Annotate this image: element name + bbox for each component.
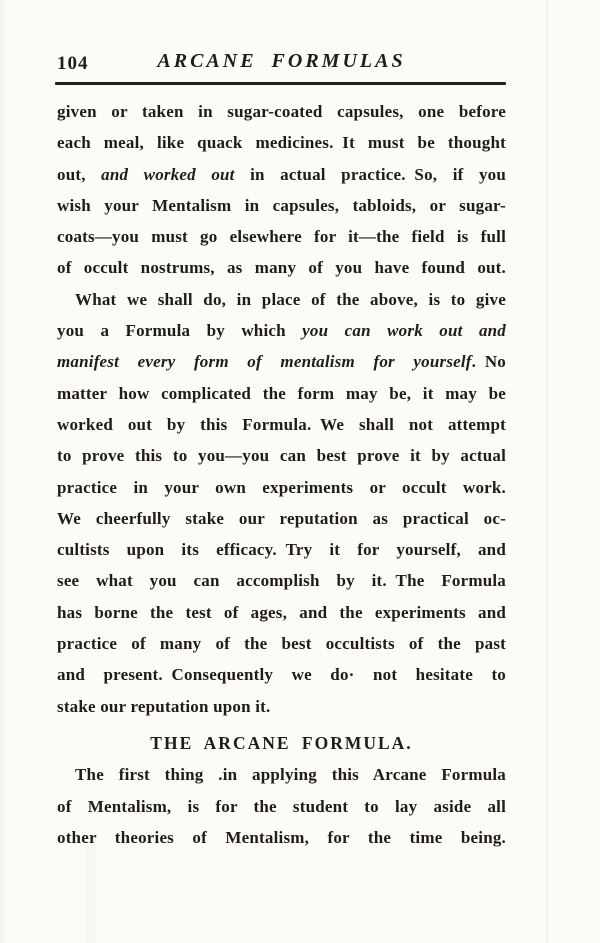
text-segment: worked out by this Formula. We shall not attempt bbox=[57, 414, 506, 434]
text-segment: practice of many of the best occultists of the past bbox=[57, 634, 506, 654]
text-segment: you can work out and bbox=[302, 321, 506, 341]
text-segment: manifest every form of mentalism for yourself bbox=[57, 352, 472, 372]
header-divider-rule bbox=[55, 82, 506, 85]
text-segment: each meal, like quack medicines. It must be thought bbox=[57, 133, 506, 153]
text-segment: practice in your own experiments or occult work. bbox=[57, 477, 506, 497]
text-line bbox=[57, 659, 506, 690]
section-heading bbox=[57, 728, 506, 759]
running-header bbox=[57, 50, 506, 76]
text-segment: see what you can accomplish by it. The Formula bbox=[57, 571, 506, 591]
running-title: ARCANE FORMULAS bbox=[157, 50, 406, 72]
text-segment: and present. Consequently we do· not hesitate to bbox=[57, 665, 506, 685]
text-segment: of occult nostrums, as many of you have found out. bbox=[57, 258, 506, 278]
text-line bbox=[57, 565, 506, 596]
text-segment: out, bbox=[57, 164, 102, 184]
text-segment: in actual practice. So, if you bbox=[234, 164, 506, 184]
text-segment: cultists upon its efficacy. Try it for yourself, and bbox=[57, 540, 506, 560]
text-line bbox=[57, 597, 506, 628]
text-line bbox=[57, 440, 506, 471]
text-segment: given or taken in sugar-coated capsules, one before bbox=[57, 102, 506, 121]
text-segment: coats—you must go elsewhere for it—the field is full bbox=[57, 227, 506, 247]
text-line bbox=[57, 221, 506, 252]
text-line bbox=[57, 534, 506, 565]
text-line bbox=[57, 822, 506, 853]
text-line bbox=[57, 472, 506, 503]
scan-artifact-strip bbox=[85, 845, 96, 943]
text-line bbox=[57, 159, 506, 190]
text-line bbox=[57, 791, 506, 822]
text-segment: What we shall do, in place of the above, is to give bbox=[75, 289, 506, 309]
text-line bbox=[57, 252, 506, 283]
text-block bbox=[57, 96, 506, 853]
scan-edge-left bbox=[0, 0, 6, 943]
text-segment: We cheerfully stake our reputation as practical oc- bbox=[57, 508, 506, 528]
text-line bbox=[57, 628, 506, 659]
text-segment: matter how complicated the form may be, it may be bbox=[57, 383, 506, 403]
text-segment: of Mentalism, is for the student to lay aside all bbox=[57, 796, 506, 816]
text-line bbox=[57, 759, 506, 790]
text-line bbox=[57, 691, 506, 722]
text-segment: THE ARCANE FORMULA. bbox=[150, 732, 413, 753]
text-segment: . No bbox=[471, 352, 506, 372]
text-segment: wish your Mentalism in capsules, tabloids, or sugar- bbox=[57, 195, 506, 215]
page-number: 104 bbox=[57, 53, 89, 74]
text-segment: and worked out bbox=[101, 164, 235, 184]
text-segment: has borne the test of ages, and the experiments and bbox=[57, 602, 506, 622]
text-line bbox=[57, 96, 506, 127]
text-segment: other theories of Mentalism, for the time being. bbox=[57, 827, 506, 847]
text-line bbox=[57, 503, 506, 534]
text-line bbox=[57, 315, 506, 346]
text-segment: you a Formula by which bbox=[57, 321, 303, 341]
text-segment: The first thing .in applying this Arcane Formula bbox=[75, 765, 506, 785]
scan-edge-right bbox=[546, 0, 548, 943]
text-segment: to prove this to you—you can best prove it by actual bbox=[57, 446, 506, 466]
text-line bbox=[57, 346, 506, 377]
text-line bbox=[57, 284, 506, 315]
text-line bbox=[57, 127, 506, 158]
text-line bbox=[57, 190, 506, 221]
text-segment: stake our reputation upon it. bbox=[57, 696, 271, 716]
text-line bbox=[57, 378, 506, 409]
text-line bbox=[57, 409, 506, 440]
